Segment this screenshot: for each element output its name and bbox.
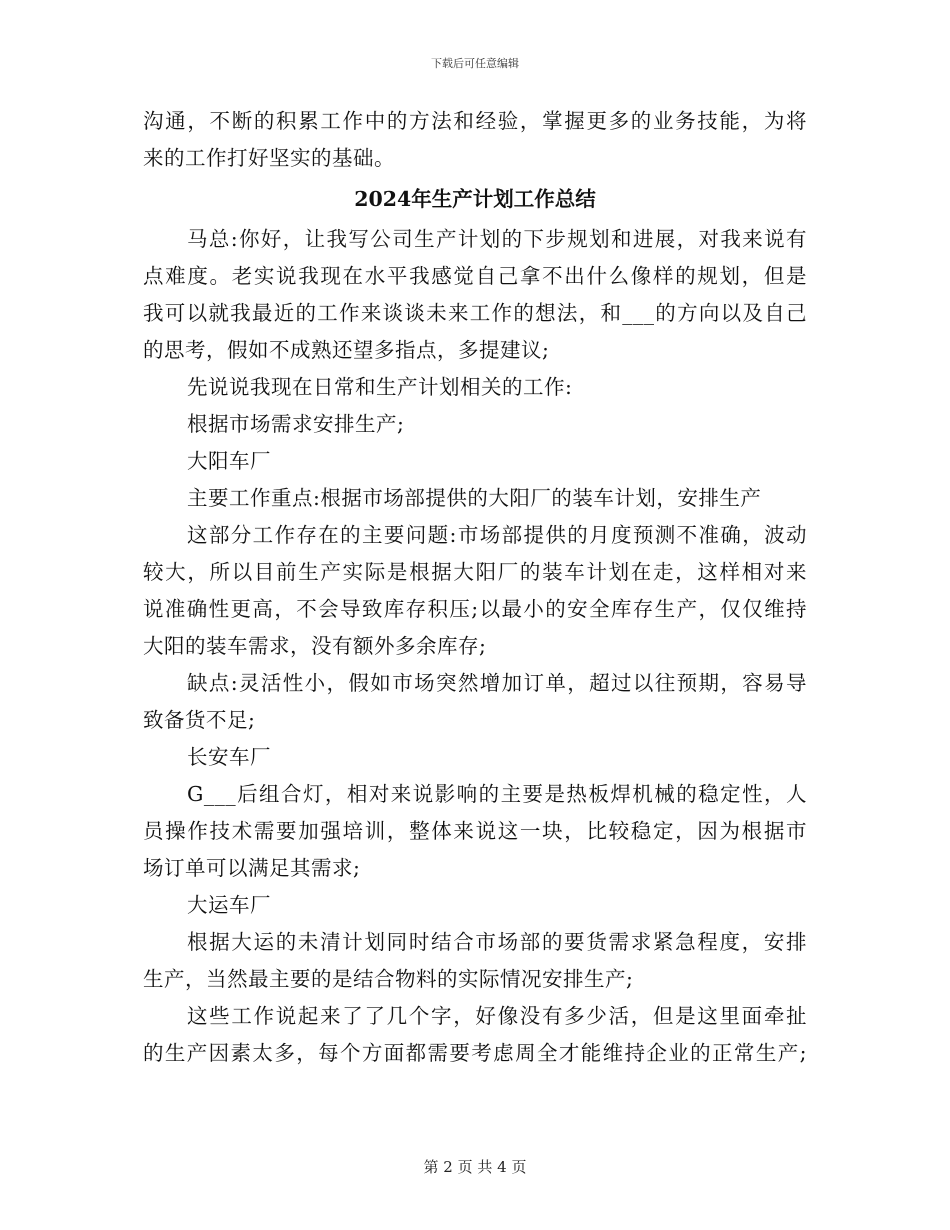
paragraph-line: 主要工作重点:根据市场部提供的大阳厂的装车计划，安排生产	[187, 486, 762, 510]
paragraph-line: 较大，所以目前生产实际是根据大阳厂的装车计划在走，这样相对来	[143, 560, 807, 584]
paragraph-line: 场订单可以满足其需求;	[143, 856, 361, 880]
paragraph-line: 根据大运的未清计划同时结合市场部的要货需求紧急程度，安排	[187, 930, 807, 954]
paragraph-line: 这部分工作存在的主要问题:市场部提供的月度预测不准确，波动	[187, 523, 807, 547]
header-note: 下载后可任意编辑	[431, 57, 519, 70]
document-title: 2024年生产计划工作总结	[354, 187, 596, 211]
paragraph-line: 马总:你好，让我写公司生产计划的下步规划和进展，对我来说有	[187, 227, 807, 251]
paragraph-line: 缺点:灵活性小，假如市场突然增加订单，超过以往预期，容易导	[187, 671, 807, 695]
paragraph-line: 说准确性更高，不会导致库存积压;以最小的安全库存生产，仅仅维持	[143, 597, 807, 621]
paragraph-line: 根据市场需求安排生产;	[187, 412, 405, 436]
paragraph-line: 员操作技术需要加强培训，整体来说这一块，比较稳定，因为根据市	[143, 819, 807, 843]
section-heading: 长安车厂	[187, 745, 271, 769]
paragraph-line: 这些工作说起来了了几个字，好像没有多少活，但是这里面牵扯	[187, 1004, 807, 1028]
paragraph-line: 大阳的装车需求，没有额外多余库存;	[143, 634, 487, 658]
section-heading: 大运车厂	[187, 893, 271, 917]
paragraph-line: 致备货不足;	[143, 708, 256, 732]
page-number: 第 2 页 共 4 页	[423, 1158, 527, 1176]
paragraph-line: 我可以就我最近的工作来谈谈未来工作的想法，和___的方向以及自己	[143, 301, 807, 325]
paragraph-line: 生产，当然最主要的是结合物料的实际情况安排生产;	[143, 967, 634, 991]
paragraph-line: 来的工作打好坚实的基础。	[143, 146, 395, 170]
paragraph-line: 的思考，假如不成熟还望多指点，多提建议;	[143, 338, 550, 362]
section-heading: 大阳车厂	[187, 449, 271, 473]
paragraph-line: 的生产因素太多，每个方面都需要考虑周全才能维持企业的正常生产;	[143, 1041, 807, 1065]
paragraph-line: G___后组合灯，相对来说影响的主要是热板焊机械的稳定性，人	[187, 782, 807, 806]
paragraph-line: 沟通，不断的积累工作中的方法和经验，掌握更多的业务技能，为将	[143, 109, 807, 133]
paragraph-line: 先说说我现在日常和生产计划相关的工作:	[187, 375, 573, 399]
paragraph-line: 点难度。老实说我现在水平我感觉自己拿不出什么像样的规划，但是	[143, 264, 807, 288]
document-body	[143, 103, 807, 1072]
